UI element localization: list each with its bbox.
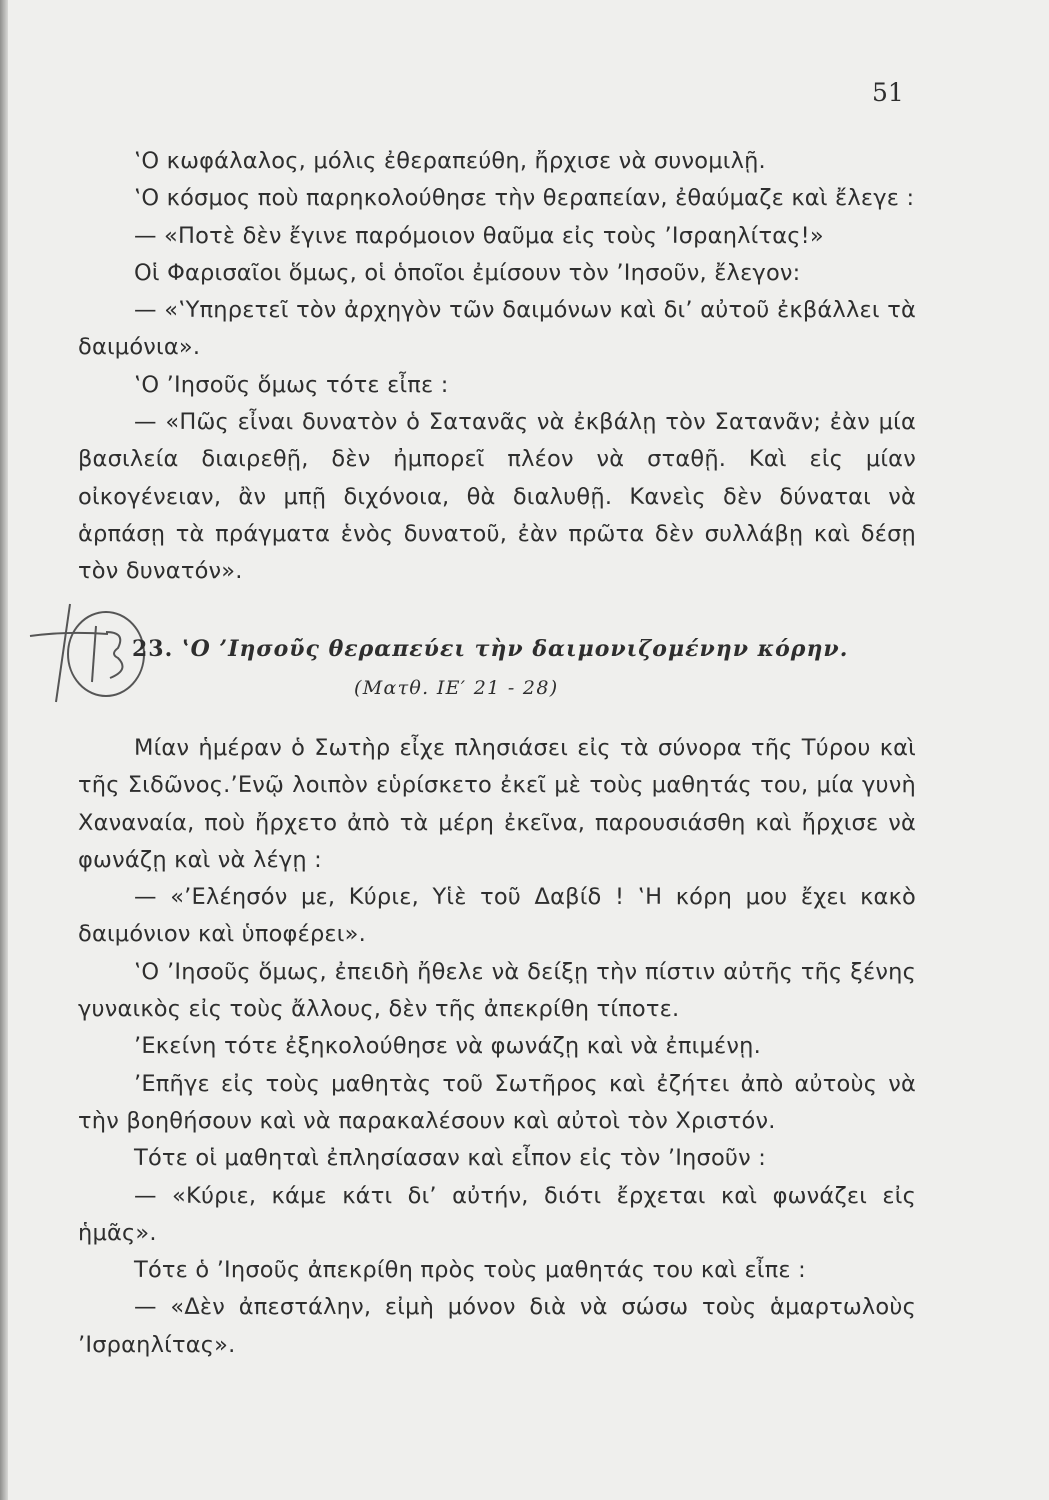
page-number: 51	[872, 78, 904, 107]
paragraph: ’Εκείνη τότε ἐξηκολούθησε νὰ φωνάζῃ καὶ νὰ ἐπιμένῃ.	[134, 1033, 761, 1060]
page-binding-edge	[0, 0, 8, 1500]
paragraph: ’Επῆγε εἰς τοὺς μαθητὰς τοῦ Σωτῆρος καὶ ἐζήτει ἀπὸ αὐτοὺς νὰ τὴν βοηθήσουν καὶ νὰ παρακαλέσουν καὶ αὐτοὶ τὸν Χριστόν.	[78, 1070, 916, 1134]
paragraph: Τότε οἱ μαθηταὶ ἐπλησίασαν καὶ εἶπον εἰς τὸν ’Ιησοῦν :	[134, 1145, 767, 1172]
paragraph: — «Δὲν ἀπεστάλην, εἰμὴ μόνον διὰ νὰ σώσω τοὺς ἁμαρτωλοὺς ’Ισραηλίτας».	[78, 1294, 916, 1358]
paragraph: Τότε ὁ ’Ιησοῦς ἀπεκρίθη πρὸς τοὺς μαθητάς του καὶ εἶπε :	[134, 1257, 806, 1284]
paragraph: ‛Ο κωφάλαλος, μόλις ἐθεραπεύθη, ἤρχισε νὰ συνομιλῇ.	[134, 148, 766, 174]
section-reference: (Ματθ. ΙΕ′ 21 - 28)	[354, 677, 559, 699]
paragraph: — «Πῶς εἶναι δυνατὸν ὁ Σατανᾶς νὰ ἐκβάλῃ τὸν Σατανᾶν; ἐὰν μία βασιλεία διαιρεθῇ, δὲν ἠμπορεῖ πλέον νὰ σταθῇ. Καὶ εἰς μίαν οἰκογένειαν, ἂν μπῇ διχόνοια, θὰ διαλυθῇ. Κανεὶς δὲν δύναται νὰ ἁρπάσῃ τὰ πράγματα ἑνὸς δυνατοῦ, ἐὰν πρῶτα δὲν συλλάβῃ καὶ δέσῃ τὸν δυνατόν».	[78, 409, 916, 585]
paragraph: ‛Ο ’Ιησοῦς ὅμως, ἐπειδὴ ἤθελε νὰ δείξῃ τὴν πίστιν αὐτῆς τῆς ξένης γυναικὸς εἰς τοὺς ἄλλους, δὲν τῆς ἀπεκρίθη τίποτε.	[78, 958, 916, 1023]
section-heading	[132, 636, 848, 662]
paragraph: — «‛Υπηρετεῖ τὸν ἀρχηγὸν τῶν δαιμόνων καὶ δι’ αὐτοῦ ἐκβάλλει τὰ δαιμόνια».	[78, 297, 916, 361]
section-title: ‛Ο ’Ιησοῦς θεραπεύει τὴν δαιμονιζομένην κόρην.	[181, 636, 849, 662]
text-block-bottom	[78, 730, 916, 1364]
paragraph: — «Κύριε, κάμε κάτι δι’ αὐτήν, διότι ἔρχεται καὶ φωνάζει εἰς ἡμᾶς».	[78, 1182, 916, 1246]
text-block-top	[78, 143, 916, 591]
paragraph: Μίαν ἡμέραν ὁ Σωτὴρ εἶχε πλησιάσει εἰς τὰ σύνορα τῆς Τύρου καὶ τῆς Σιδῶνος.’Ενῷ λοιπὸν εὑρίσκετο ἐκεῖ μὲ τοὺς μαθητάς του, μία γυνὴ Χαναναία, ποὺ ἤρχετο ἀπὸ τὰ μέρη ἐκεῖνα, παρουσιάσθη καὶ ἤρχισε νὰ φωνάζῃ καὶ νὰ λέγῃ :	[78, 735, 916, 873]
paragraph: Οἱ Φαρισαῖοι ὅμως, οἱ ὁποῖοι ἐμίσουν τὸν ’Ιησοῦν, ἔλεγον:	[134, 259, 801, 286]
paragraph: ‛Ο ’Ιησοῦς ὅμως τότε εἶπε :	[134, 371, 449, 398]
paragraph: — «’Ελέησόν με, Κύριε, Υἱὲ τοῦ Δαβίδ ! ‛Η κόρη μου ἔχει κακὸ δαιμόνιον καὶ ὑποφέρει».	[78, 884, 916, 948]
paragraph: — «Ποτὲ δὲν ἔγινε παρόμοιον θαῦμα εἰς τοὺς ’Ισραηλίτας!»	[134, 222, 824, 249]
section-number: 23.	[132, 636, 174, 662]
paragraph: ‛Ο κόσμος ποὺ παρηκολούθησε τὴν θεραπείαν, ἐθαύμαζε καὶ ἔλεγε :	[134, 185, 915, 212]
